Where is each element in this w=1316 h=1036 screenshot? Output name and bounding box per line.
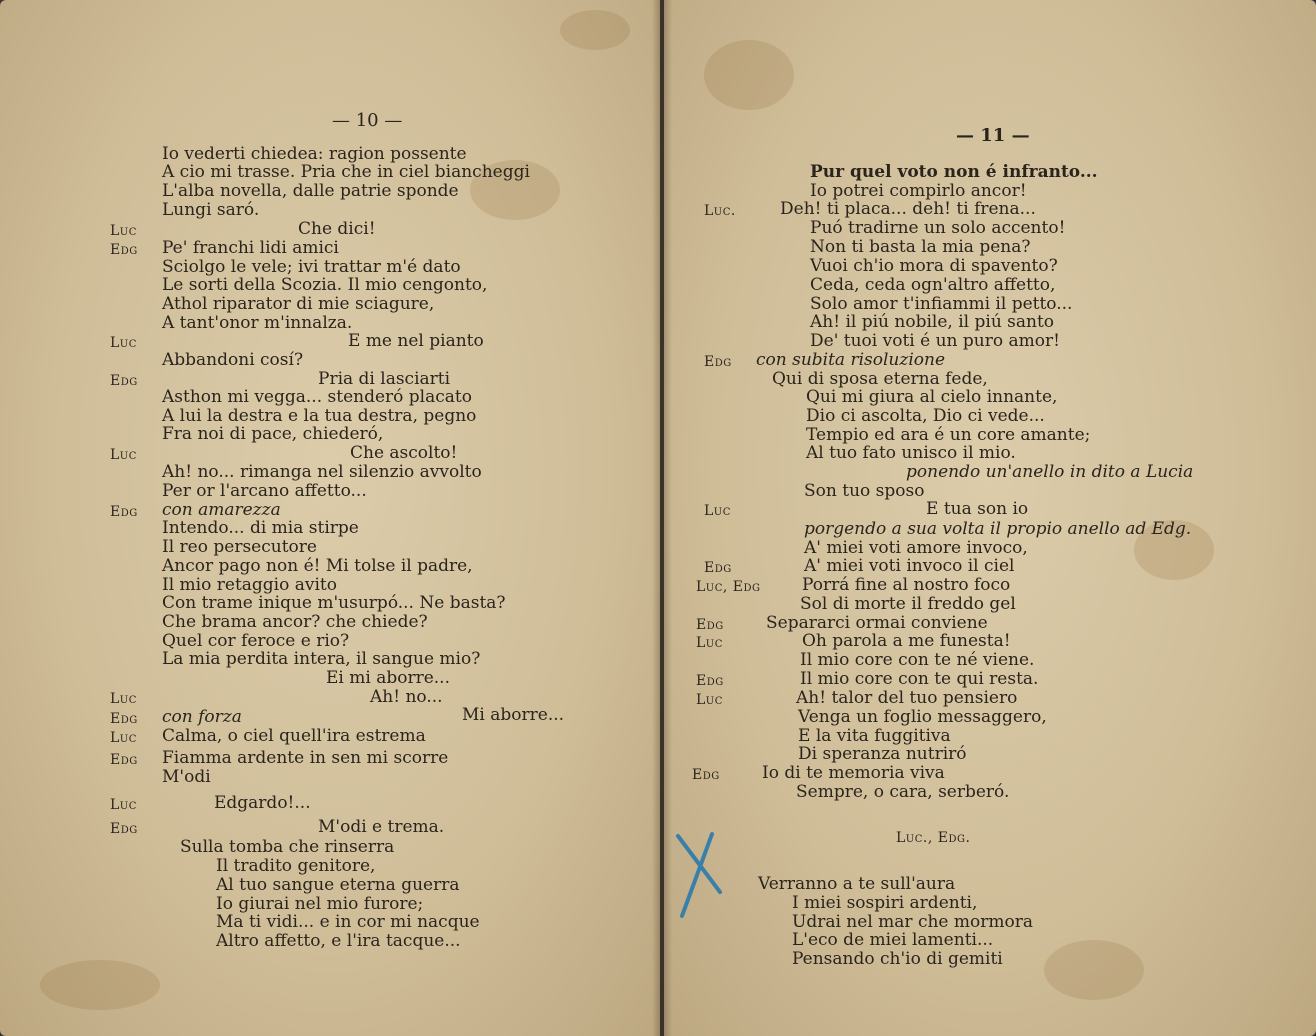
speaker-label: Edg	[110, 711, 138, 727]
stage-direction: con subita risoluzione	[756, 350, 946, 370]
verse-line: Dio ci ascolta, Dio ci vede...	[806, 406, 1045, 426]
verse-line: Abbandoni cosí?	[162, 350, 304, 370]
speaker-label: Luc.	[704, 203, 736, 219]
verse-line: Ceda, ceda ogn'altro affetto,	[810, 275, 1056, 295]
verse-line: Che dici!	[298, 219, 376, 239]
verse-line: Athol riparator di mie sciagure,	[162, 294, 435, 314]
verse-line: Qui di sposa eterna fede,	[772, 369, 988, 389]
verse-line: Porrá fine al nostro foco	[802, 575, 1011, 595]
verse-line: Di speranza nutriró	[798, 744, 967, 764]
verse-line: Pria di lasciarti	[318, 369, 451, 389]
verse-line: Puó tradirne un solo accento!	[810, 218, 1066, 238]
verse-line: Calma, o ciel quell'ira estrema	[162, 726, 426, 746]
verse-line: Le sorti della Scozia. Il mio cengonto,	[162, 275, 488, 295]
verse-line: Il reo persecutore	[162, 537, 317, 557]
verse-line: Udrai nel mar che mormora	[792, 912, 1033, 932]
verse-line: Solo amor t'infiammi il petto...	[810, 294, 1073, 314]
speaker-label: Edg	[692, 767, 720, 783]
speaker-label: Luc	[110, 335, 137, 351]
speaker-label: Edg	[110, 821, 138, 837]
speaker-label: Luc	[696, 692, 723, 708]
verse-line: Al tuo fato unisco il mio.	[806, 443, 1016, 463]
verse-line: Al tuo sangue eterna guerra	[216, 875, 460, 895]
verse-line: Sciolgo le vele; ivi trattar m'é dato	[162, 257, 461, 277]
verse-line: Ma ti vidi... e in cor mi nacque	[216, 912, 480, 932]
stage-direction: con amarezza	[162, 500, 281, 520]
verse-line: Pensando ch'io di gemiti	[792, 949, 1003, 969]
verse-line: I miei sospiri ardenti,	[792, 893, 978, 913]
stain	[560, 10, 630, 50]
verse-line: Vuoi ch'io mora di spavento?	[810, 256, 1058, 276]
speaker-label: Edg	[110, 752, 138, 768]
verse-line: Fiamma ardente in sen mi scorre	[162, 748, 449, 768]
verse-line: E la vita fuggitiva	[798, 726, 951, 746]
verse-line: M'odi	[162, 767, 211, 787]
book-gutter	[652, 0, 672, 1036]
speaker-label: Luc	[110, 447, 137, 463]
speaker-label: Edg	[704, 560, 732, 576]
verse-line: Io giurai nel mio furore;	[216, 894, 424, 914]
speaker-label: Luc	[696, 635, 723, 651]
verse-line: A lui la destra e la tua destra, pegno	[162, 406, 477, 426]
verse-line: Luc., Edg.	[896, 830, 971, 846]
verse-line: Lungi saró.	[162, 200, 260, 220]
speaker-label: Luc, Edg	[696, 579, 761, 595]
stain	[704, 40, 794, 110]
verse-line: Intendo... di mia stirpe	[162, 518, 359, 538]
verse-line: Altro affetto, e l'ira tacque...	[216, 931, 461, 951]
speaker-label: Luc	[110, 797, 137, 813]
verse-line: Quel cor feroce e rio?	[162, 631, 350, 651]
stain	[1044, 940, 1144, 1000]
verse-line: A tant'onor m'innalza.	[162, 313, 353, 333]
verse-line: Io potrei compirlo ancor!	[810, 181, 1027, 201]
verse-line: E me nel pianto	[348, 331, 484, 351]
verse-line: A cio mi trasse. Pria che in ciel biancheggi	[162, 162, 530, 182]
verse-line: Ancor pago non é! Mi tolse il padre,	[162, 556, 473, 576]
verse-line: Il tradito genitore,	[216, 856, 376, 876]
verse-line: Verranno a te sull'aura	[758, 874, 956, 894]
verse-line: Con trame inique m'usurpó... Ne basta?	[162, 593, 506, 613]
stage-direction: con forza	[162, 707, 242, 727]
speaker-label: Edg	[696, 673, 724, 689]
verse-line: La mia perdita intera, il sangue mio?	[162, 649, 481, 669]
stain	[40, 960, 160, 1010]
speaker-label: Edg	[110, 373, 138, 389]
page-number: — 10 —	[332, 110, 403, 131]
verse-line: Ei mi aborre...	[326, 668, 450, 688]
verse-line: Separarci ormai conviene	[766, 613, 988, 633]
verse-line: Il mio core con te qui resta.	[800, 669, 1039, 689]
verse-line: Oh parola a me funesta!	[802, 631, 1011, 651]
verse-line: Ah! talor del tuo pensiero	[796, 688, 1018, 708]
verse-line: Il mio retaggio avito	[162, 575, 337, 595]
speaker-label: Luc	[110, 223, 137, 239]
verse-line: Mi aborre...	[462, 705, 565, 725]
verse-line: Pe' franchi lidi amici	[162, 238, 339, 258]
verse-line: L'alba novella, dalle patrie sponde	[162, 181, 459, 201]
verse-line: Ah! il piú nobile, il piú santo	[810, 312, 1055, 332]
verse-line: L'eco de miei lamenti...	[792, 930, 994, 950]
right-page	[664, 0, 1316, 1036]
verse-line: De' tuoi voti é un puro amor!	[810, 331, 1060, 351]
verse-line: A' miei voti amore invoco,	[804, 538, 1028, 558]
verse-line: Sol di morte il freddo gel	[800, 594, 1016, 614]
verse-line: E tua son io	[926, 499, 1029, 519]
verse-line: Deh! ti placa... deh! ti frena...	[780, 199, 1036, 219]
verse-line: Asthon mi vegga... stenderó placato	[162, 387, 472, 407]
speaker-label: Luc	[110, 691, 137, 707]
verse-line: Che ascolto!	[350, 443, 458, 463]
verse-line: Non ti basta la mia pena?	[810, 237, 1031, 257]
verse-line: Son tuo sposo	[804, 481, 925, 501]
verse-line: Ah! no... rimanga nel silenzio avvolto	[162, 462, 482, 482]
verse-line: Pur quel voto non é infranto...	[810, 162, 1098, 182]
speaker-label: Edg	[110, 504, 138, 520]
speaker-label: Edg	[696, 617, 724, 633]
verse-line: Sempre, o cara, serberó.	[796, 782, 1010, 802]
verse-line: Il mio core con te né viene.	[800, 650, 1035, 670]
speaker-label: Luc	[704, 503, 731, 519]
verse-line: A' miei voti invoco il ciel	[804, 556, 1015, 576]
pencil-x-mark	[672, 830, 724, 920]
page-number: — 11 —	[956, 125, 1030, 146]
verse-line: Fra noi di pace, chiederó,	[162, 424, 384, 444]
verse-line: Edgardo!...	[214, 793, 311, 813]
speaker-label: Edg	[110, 242, 138, 258]
verse-line: Tempio ed ara é un core amante;	[806, 425, 1091, 445]
verse-line: Ah! no...	[370, 687, 443, 707]
verse-line: Venga un foglio messaggero,	[798, 707, 1047, 727]
verse-line: Io di te memoria viva	[762, 763, 945, 783]
stage-direction: porgendo a sua volta il propio anello ad Edg.	[804, 519, 1192, 539]
stage-direction: ponendo un'anello in dito a Lucia	[906, 462, 1194, 482]
verse-line: Per or l'arcano affetto...	[162, 481, 367, 501]
verse-line: Qui mi giura al cielo innante,	[806, 387, 1058, 407]
verse-line: Che brama ancor? che chiede?	[162, 612, 428, 632]
verse-line: M'odi e trema.	[318, 817, 445, 837]
verse-line: Io vederti chiedea: ragion possente	[162, 144, 467, 164]
verse-line: Sulla tomba che rinserra	[180, 837, 395, 857]
speaker-label: Edg	[704, 354, 732, 370]
speaker-label: Luc	[110, 730, 137, 746]
